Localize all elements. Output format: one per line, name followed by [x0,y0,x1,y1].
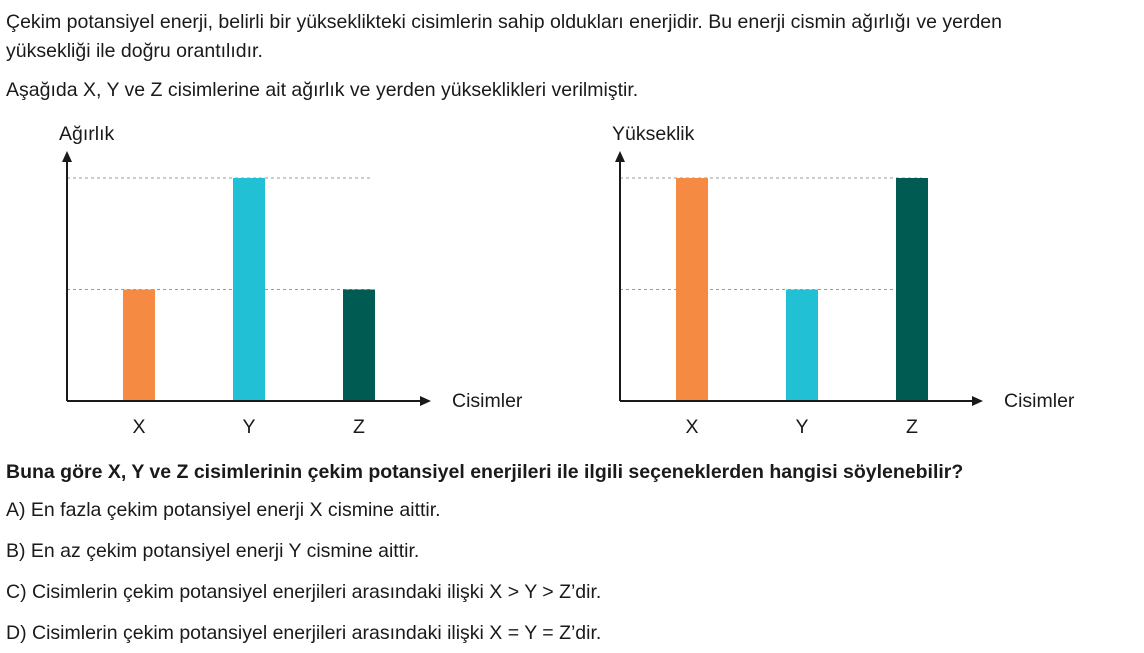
option-d[interactable]: D) Cisimlerin çekim potansiyel enerjileri arasındaki ilişki X = Y = Z’dir. [6,622,602,644]
y-axis-label: Ağırlık [59,123,115,145]
x-axis-arrow-icon [420,396,431,406]
bar-y [786,290,818,402]
option-c[interactable]: C) Cisimlerin çekim potansiyel enerjileri arasındaki ilişki X > Y > Z’dir. [6,581,602,603]
question-stem: Buna göre X, Y ve Z cisimlerinin çekim potansiyel enerjileri ile ilgili seçeneklerden hangisi söylenebilir? [6,461,964,483]
option-a[interactable]: A) En fazla çekim potansiyel enerji X cismine aittir. [6,499,441,521]
y-axis-label: Yükseklik [612,123,695,145]
tick-label-y: Y [795,416,809,438]
weight-chart [59,123,523,438]
y-axis-arrow-icon [615,151,625,162]
bar-x [123,290,155,402]
bar-z [343,290,375,402]
bar-y [233,178,265,401]
tick-label-y: Y [242,416,256,438]
intro-line-1: Çekim potansiyel enerji, belirli bir yükseklikteki cisimlerin sahip oldukları enerjidir. Bu enerji cismin ağırlığı ve yerden [6,11,1002,33]
height-chart [612,123,1075,438]
tick-label-x: X [685,416,699,438]
bar-z [896,178,928,401]
tick-label-x: X [132,416,146,438]
x-axis-label: Cisimler [1004,390,1075,412]
tick-label-z: Z [353,416,365,438]
y-axis-arrow-icon [62,151,72,162]
tick-label-z: Z [906,416,918,438]
intro-line-3: Aşağıda X, Y ve Z cisimlerine ait ağırlık ve yerden yükseklikleri verilmiştir. [6,79,639,101]
intro-line-2: yüksekliği ile doğru orantılıdır. [6,40,263,62]
bar-x [676,178,708,401]
x-axis-label: Cisimler [452,390,523,412]
x-axis-arrow-icon [972,396,983,406]
option-b[interactable]: B) En az çekim potansiyel enerji Y cismine aittir. [6,540,420,562]
